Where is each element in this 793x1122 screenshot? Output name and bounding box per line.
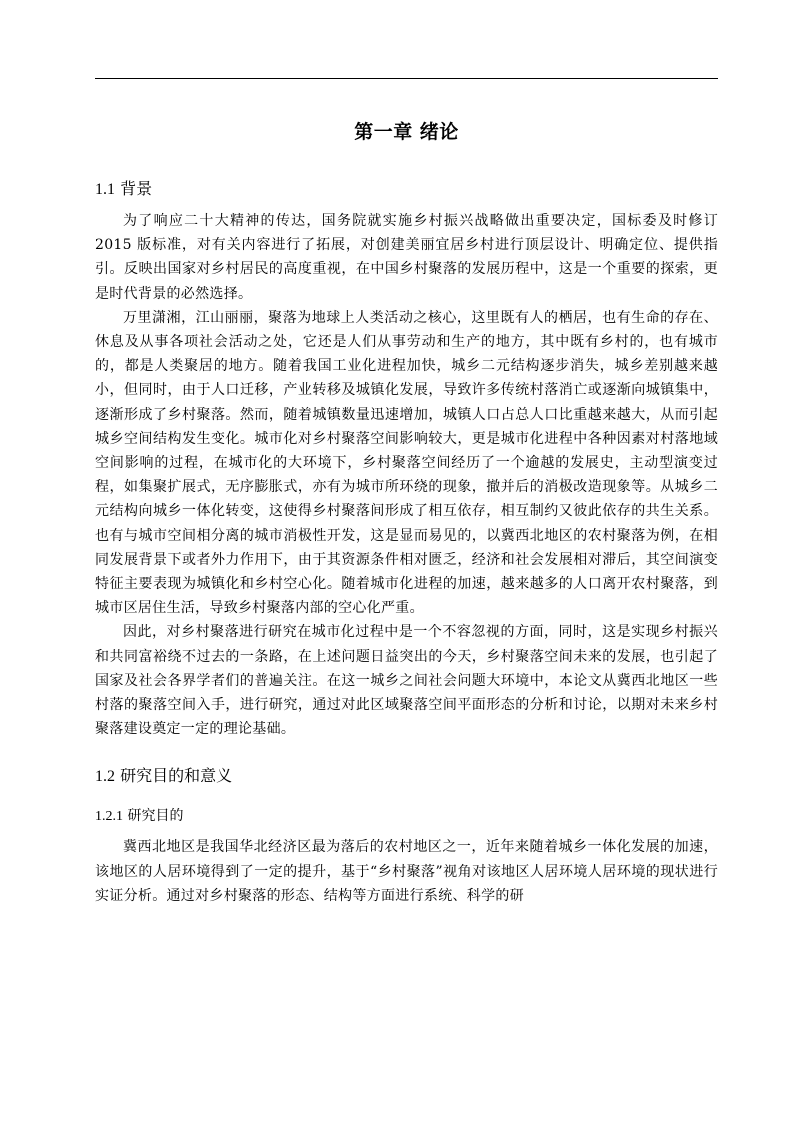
section-title: 研究目的和意义 [120, 766, 233, 786]
section-number: 1.2 [95, 768, 115, 786]
section-number: 1.1 [95, 181, 115, 198]
subsection-number: 1.2.1 [95, 809, 123, 825]
paragraph: 因此，对乡村聚落进行研究在城市化过程中是一个不容忽视的方面，同时，这是实现乡村振兴和共同富裕绕不过去的一条路，在上述问题日益突出的今天，乡村聚落空间未来的发展，也引起了国家及社会各界学者们的普遍关注。在这一城乡之间社会问题大环境中，本论文从冀西北地区一些村落的聚落空间入手，进行研究，通过对此区域聚落空间平面形态的分析和讨论，以期对未来乡村聚落建设奠定一定的理论基础。 [95, 624, 718, 738]
page-content [95, 118, 718, 908]
section-heading-1-1 [95, 176, 718, 203]
spacer [95, 741, 718, 763]
paragraph: 为了响应二十大精神的传达，国务院就实施乡村振兴战略做出重要决定，国标委及时修订 2015 版标准，对有关内容进行了拓展，对创建美丽宜居乡村进行顶层设计、明确定位、提供指引。反映出国家对乡村居民的高度重视，在中国乡村聚落的发展历程中，这是一个重要的探索，更是时代背景的必然选择。 [95, 213, 718, 302]
subsection-heading-1-2-1 [95, 804, 718, 829]
subsection-title: 研究目的 [127, 808, 184, 825]
chapter-title: 第一章 绪论 [354, 121, 459, 143]
paragraph: 冀西北地区是我国华北经济区最为落后的农村地区之一，近年来随着城乡一体化发展的加速，该地区的人居环境得到了一定的提升，基于“乡村聚落”视角对该地区人居环境人居环境的现状进行实证分析。通过对乡村聚落的形态、结构等方面进行系统、科学的研 [95, 839, 718, 904]
header-rule [95, 78, 718, 79]
spacer [95, 796, 718, 804]
paragraph: 万里潇湘，江山丽丽，聚落为地球上人类活动之核心，这里既有人的栖居，也有生命的存在、休息及从事各项社会活动之处，它还是人们从事劳动和生产的地方，其中既有乡村的，也有城市的，都是人类聚居的地方。随着我国工业化进程加快，城乡二元结构逐步消失，城乡差别越来越小，但同时，由于人口迁移，产业转移及城镇化发展，导致许多传统村落消亡或逐渐向城镇集中，逐渐形成了乡村聚落。然而，随着城镇数量迅速增加，城镇人口占总人口比重越来越大，从而引起城乡空间结构发生变化。城市化对乡村聚落空间影响较大，更是城市化进程中各种因素对村落地域空间影响的过程，在城市化的大环境下，乡村聚落空间经历了一个逾越的发展史，主动型演变过程，如集聚扩展式，无序膨胀式，亦有为城市所环绕的现象，撤并后的消极改造现象等。从城乡二元结构向城乡一体化转变，这使得乡村聚落间形成了相互依存，相互制约又彼此依存的共生关系。也有与城市空间相分离的城市消极性开发，这是显而易见的，以冀西北地区的农村聚落为例，在相同发展背景下或者外力作用下，由于其资源条件相对匮乏，经济和社会发展相对滞后，其空间演变特征主要表现为城镇化和乡村空心化。随着城市化进程的加速，越来越多的人口离开农村聚落，到城市区居住生活，导致乡村聚落内部的空心化严重。 [95, 309, 718, 617]
section-heading-1-2 [95, 763, 718, 790]
section-title: 背景 [120, 179, 153, 198]
